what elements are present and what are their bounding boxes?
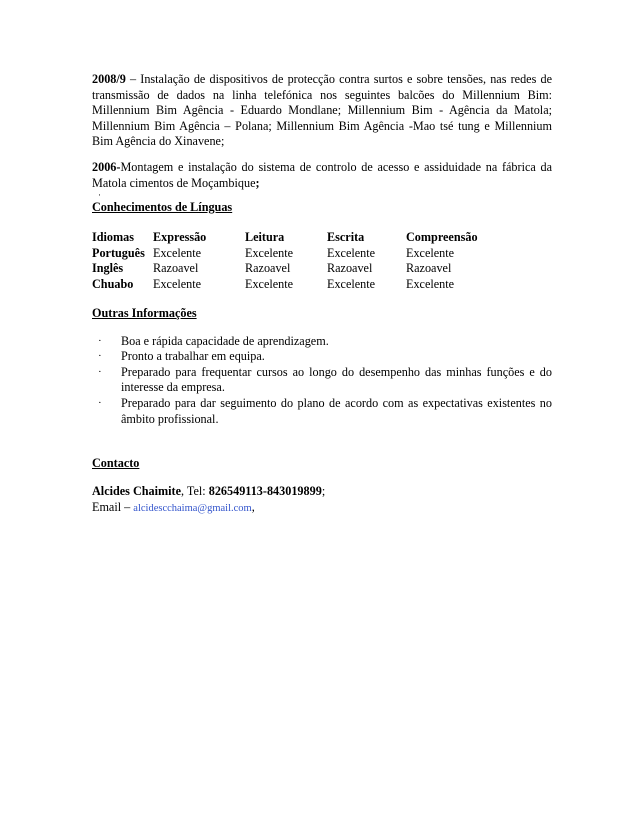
list-item [92, 396, 552, 427]
header-cell: Expressão [153, 230, 207, 245]
contact-phones: 826549113-843019899 [208, 484, 322, 499]
header-cell: Idiomas [92, 230, 134, 245]
bullet-dot-icon: · [98, 350, 102, 363]
language-name: Chuabo [92, 276, 134, 291]
spacer [92, 150, 552, 160]
document-page [92, 72, 552, 516]
experience-text: – Instalação de dispositivos de protecção contra surtos e sobre tensões, nas redes de transmissão de dados na linha telefónica nos seguintes balcões do Millennium Bim: Millennium Bim Agência - Eduardo Mondlane; Millennium Bim - Agência da Matola; Millennium Bim Agência – Polana; Millennium Bim Agência -Mao tsé tung e Millennium Bim Agência do Xinavene; [92, 72, 552, 149]
language-cell: Razoavel [406, 261, 452, 276]
language-cell: Razoavel [245, 261, 291, 276]
header-cell: Leitura [245, 230, 285, 245]
email-suffix: , [251, 499, 255, 514]
spacer [92, 322, 552, 334]
experience-entry-2006 [92, 160, 552, 191]
list-item-text: Preparado para dar seguimento do plano de acordo com as expectativas existentes no âmbito profissional. [121, 395, 552, 426]
contact-name: Alcides Chaimite [92, 484, 182, 499]
list-item [92, 365, 552, 396]
contact-phones-suffix: ; [321, 484, 326, 499]
languages-heading-text: Conhecimentos de Línguas [92, 200, 233, 215]
email-link[interactable]: alcidescchaima@gmail.com [133, 502, 252, 514]
language-cell: Excelente [153, 245, 202, 260]
spacer [92, 293, 552, 306]
experience-suffix: ; [255, 175, 260, 190]
language-cell: Razoavel [153, 261, 199, 276]
language-name: Português [92, 245, 145, 260]
contact-heading-text: Contacto [92, 456, 140, 471]
language-cell: Excelente [245, 276, 294, 291]
languages-heading [92, 200, 552, 216]
language-cell: Excelente [406, 245, 455, 260]
list-item-text: Pronto a trabalhar em equipa. [121, 349, 265, 364]
languages-header-row [92, 230, 496, 246]
language-name: Inglês [92, 261, 124, 276]
language-cell: Excelente [245, 245, 294, 260]
bullet-dot-icon: · [98, 334, 102, 347]
language-cell: Excelente [153, 276, 202, 291]
list-item [92, 334, 552, 350]
list-item [92, 349, 552, 365]
spacer [92, 427, 552, 456]
spacer [92, 216, 552, 230]
languages-table [92, 230, 496, 292]
language-cell: Razoavel [327, 261, 373, 276]
languages-row [92, 261, 496, 277]
header-cell: Compreensão [406, 230, 478, 245]
language-cell: Excelente [406, 276, 455, 291]
languages-row [92, 246, 496, 262]
contact-tel-label: , Tel: [181, 484, 209, 499]
other-info-heading [92, 306, 552, 322]
experience-year: 2006- [92, 159, 121, 174]
email-line [92, 500, 552, 517]
language-cell: Excelente [327, 245, 376, 260]
other-info-list [92, 334, 552, 428]
header-cell: Escrita [327, 230, 365, 245]
experience-entry-2008 [92, 72, 552, 150]
experience-year: 2008/9 [92, 72, 126, 86]
contact-line [92, 484, 552, 500]
list-item-text: Boa e rápida capacidade de aprendizagem. [121, 333, 329, 348]
list-item-text: Preparado para frequentar cursos ao longo do desempenho das minhas funções e do interesse da empresa. [121, 364, 552, 395]
languages-row [92, 277, 496, 293]
bullet-dot-icon: · [98, 365, 102, 378]
stray-dot: · [98, 190, 101, 201]
email-label: Email – [92, 499, 134, 514]
experience-text: Montagem e instalação do sistema de controlo de acesso e assiduidade na fábrica da Matola cimentos de Moçambique [92, 159, 552, 190]
spacer [92, 472, 552, 484]
contact-heading [92, 456, 552, 472]
bullet-dot-icon: · [98, 396, 102, 409]
other-info-heading-text: Outras Informações [92, 305, 197, 320]
language-cell: Excelente [327, 276, 376, 291]
